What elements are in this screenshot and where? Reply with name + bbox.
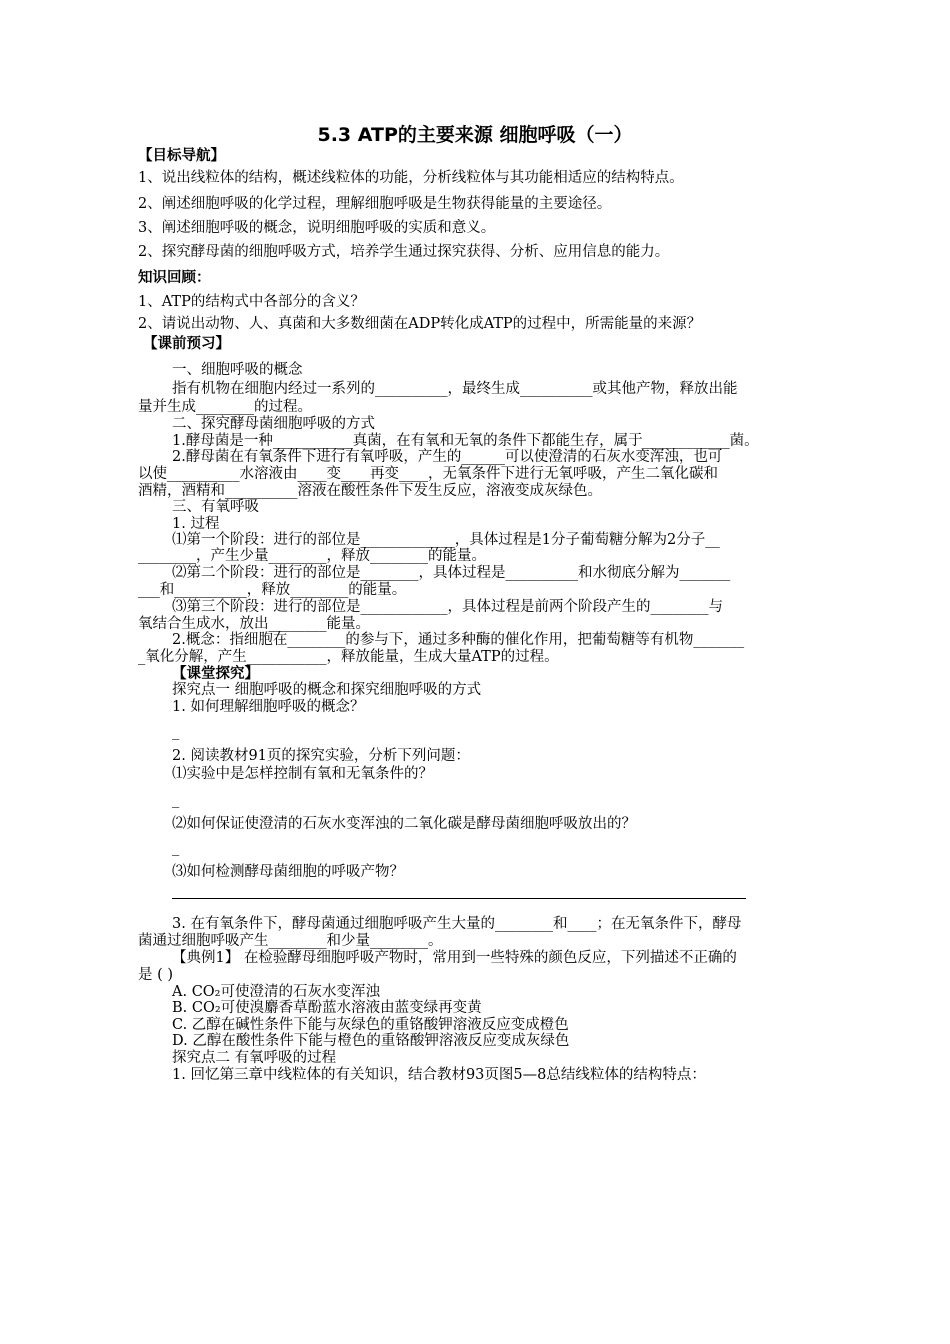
explore-point-2: 探究点二 有氧呼吸的过程	[172, 1050, 337, 1066]
preview-line: 以使__________水溶液由____变____再变____，无氧条件下进行无氧呼吸，产生二氧化碳和	[138, 466, 718, 482]
preview-line: 三、有氧呼吸	[172, 499, 259, 515]
explore-point-1: 探究点一 细胞呼吸的概念和探究细胞呼吸的方式	[172, 682, 482, 698]
preview-line: 指有机物在细胞内经过一系列的__________，最终生成__________或其他产物，释放出能	[172, 381, 738, 397]
option-a: A. CO₂可使澄清的石灰水变浑浊	[172, 984, 380, 1000]
preview-line: 酒精，酒精和__________溶液在酸性条件下发生反应，溶液变成灰绿色。	[138, 483, 602, 499]
option-d: D. 乙醇在酸性条件下能与橙色的重铬酸钾溶液反应变成灰绿色	[172, 1033, 570, 1049]
preview-line: _氧化分解，产生___________，释放能量，生成大量ATP的过程。	[138, 649, 559, 665]
question-2c: ⑶如何检测酵母菌细胞的呼吸产物？	[172, 864, 404, 880]
example-1: 【典例1】 在检验酵母细胞呼吸产物时，常用到一些特殊的颜色反应，下列描述不正确的	[172, 950, 737, 966]
preview-line: ⑴第一个阶段：进行的部位是_____________，具体过程是1分子葡萄糖分解为2分子__	[172, 532, 720, 548]
answer-blank: _	[172, 792, 180, 808]
question-2: 2. 阅读教材91页的探究实验，分析下列问题：	[172, 748, 470, 764]
review-heading: 知识回顾：	[138, 270, 211, 286]
question-1: 1. 如何理解细胞呼吸的概念？	[172, 699, 365, 715]
preview-line: ________，产生少量________，释放________的能量。	[138, 548, 486, 564]
preview-line: 1.酵母菌是一种___________真菌，在有氧和无氧的条件下都能生存，属于____________菌。	[172, 433, 759, 449]
review-item: 1、ATP的结构式中各部分的含义？	[138, 294, 365, 310]
option-b: B. CO₂可使溴麝香草酚蓝水溶液由蓝变绿再变黄	[172, 1000, 482, 1016]
preview-line: 2.酵母菌在有氧条件下进行有氧呼吸，产生的______可以使澄清的石灰水变浑浊，也可	[172, 449, 723, 465]
preview-line: ⑵第二个阶段：进行的部位是________，具体过程是__________和水彻底分解为_______	[172, 565, 731, 581]
example-1-cont: 是 ( )	[138, 967, 174, 983]
answer-blank: _	[172, 840, 180, 856]
preview-line: 二、探究酵母菌细胞呼吸的方式	[172, 416, 375, 432]
preview-line: 1. 过程	[172, 516, 220, 532]
question-2b: ⑵如何保证使澄清的石灰水变浑浊的二氧化碳是酵母菌细胞呼吸放出的？	[172, 816, 636, 832]
option-c: C. 乙醇在碱性条件下能与灰绿色的重铬酸钾溶液反应变成橙色	[172, 1017, 569, 1033]
question-3-cont: 菌通过细胞呼吸产生________和少量________。	[138, 933, 443, 949]
preview-line: 量并生成________的过程。	[138, 399, 312, 415]
goal-item: 3、阐述细胞呼吸的概念，说明细胞呼吸的实质和意义。	[138, 220, 496, 236]
preview-line: ⑶第三个阶段：进行的部位是____________，具体过程是前两个阶段产生的________与	[172, 599, 723, 615]
goals-heading: 【目标导航】	[138, 148, 225, 164]
answer-blank: _	[172, 724, 180, 740]
preview-line: ___和__________，释放________的能量。	[138, 582, 407, 598]
review-item: 2、请说出动物、人、真菌和大多数细菌在ADP转化成ATP的过程中，所需能量的来源？	[138, 316, 702, 332]
preview-line: 一、细胞呼吸的概念	[172, 362, 303, 378]
preview-heading: 【课前预习】	[143, 336, 230, 352]
goal-item: 1、说出线粒体的结构，概述线粒体的功能，分析线粒体与其功能相适应的结构特点。	[138, 170, 684, 186]
question-3: 3. 在有氧条件下，酵母菌通过细胞呼吸产生大量的________和____；在无氧条件下，酵母	[172, 916, 742, 932]
explore-heading: 【课堂探究】	[172, 666, 259, 682]
preview-line: 2.概念：指细胞在________的参与下，通过多种酶的催化作用，把葡萄糖等有机物_______	[172, 632, 745, 648]
page-title: 5.3 ATP的主要来源 细胞呼吸（一）	[317, 124, 633, 146]
answer-line	[172, 898, 746, 899]
preview-line: 氧结合生成水，放出________能量。	[138, 616, 370, 632]
point-2-question-1: 1. 回忆第三章中线粒体的有关知识，结合教材93页图5—8总结线粒体的结构特点：	[172, 1067, 706, 1083]
goal-item: 2、探究酵母菌的细胞呼吸方式，培养学生通过探究获得、分析、应用信息的能力。	[138, 244, 670, 260]
question-2a: ⑴实验中是怎样控制有氧和无氧条件的？	[172, 766, 433, 782]
goal-item: 2、阐述细胞呼吸的化学过程，理解细胞呼吸是生物获得能量的主要途径。	[138, 196, 612, 212]
